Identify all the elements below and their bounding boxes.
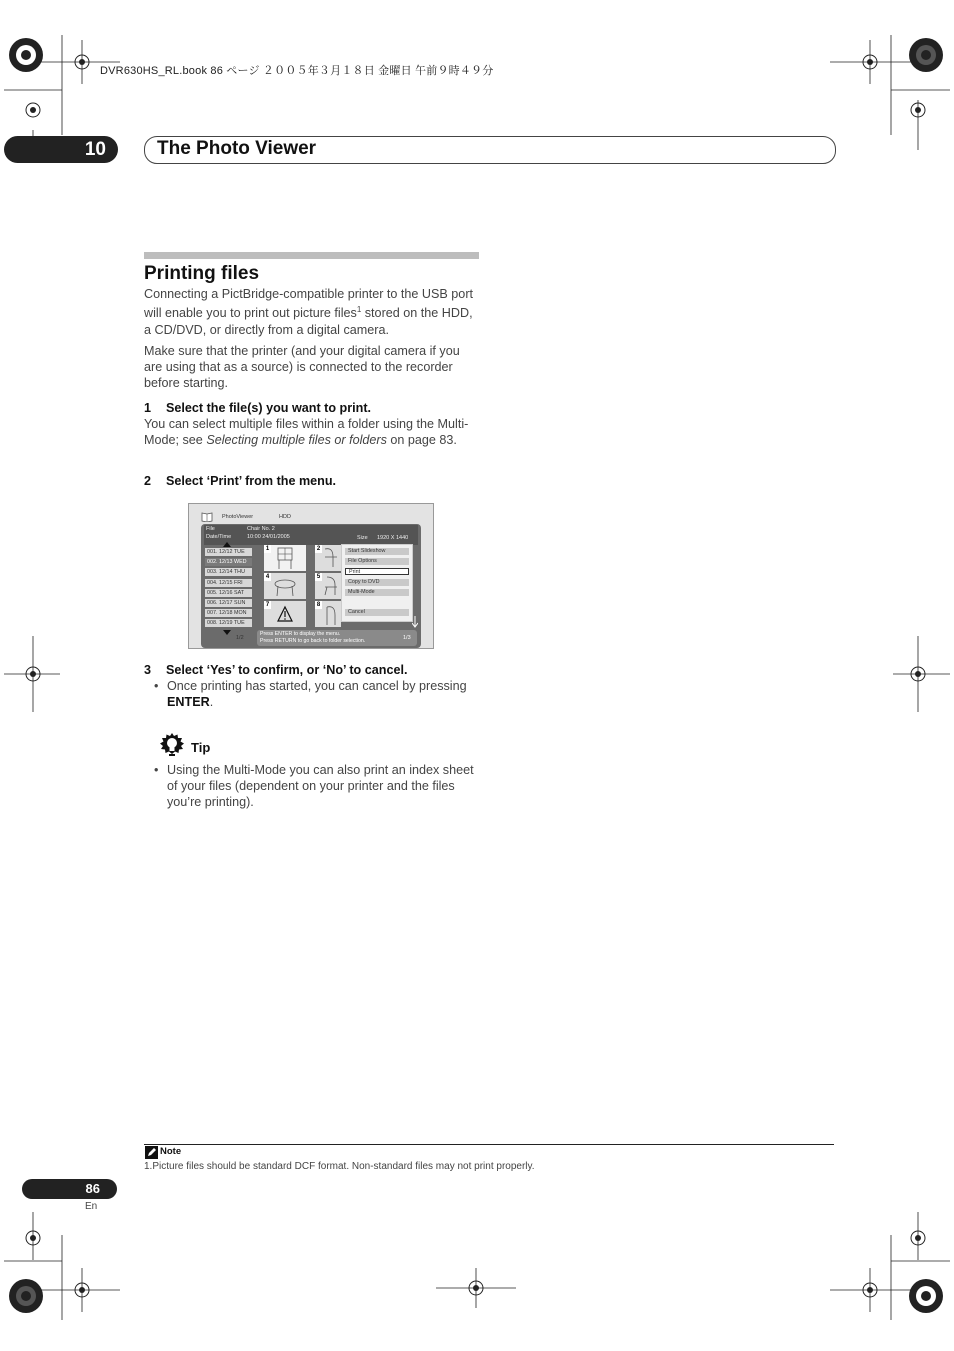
folder-item[interactable]: 007. 12/18 MON — [205, 609, 252, 617]
date-value: 10:00 24/01/2005 — [247, 534, 290, 540]
thumb-number: 8 — [316, 602, 321, 608]
tip-label: Tip — [191, 740, 211, 755]
step-2-heading — [144, 474, 480, 488]
bullet-text-a: Once printing has started, you can cancel by pressing — [167, 679, 467, 693]
tip-lightbulb-icon — [158, 732, 186, 758]
folder-item[interactable]: 003. 12/14 THU — [205, 568, 252, 576]
book-file-header: DVR630HS_RL.book 86 ページ ２００５年３月１８日 金曜日 午前９時４９分 — [100, 65, 494, 77]
bullet-icon: • — [154, 763, 159, 777]
intro-text-a: Connecting a PictBridge-compatible printer to the USB port will enable you to print out picture files — [144, 287, 474, 321]
step-number: 1 — [144, 401, 152, 415]
thumb-number: 2 — [316, 546, 321, 552]
section-title: Printing files — [144, 263, 260, 284]
footnote-text: 1.Picture files should be standard DCF format. Non-standard files may not print properly. — [144, 1161, 535, 1172]
chapter-number: 10 — [4, 136, 118, 163]
menu-item-start-slideshow[interactable]: Start Slideshow — [345, 548, 409, 555]
help-message-2: Press RETURN to go back to folder selection. — [260, 638, 366, 644]
file-label: File — [206, 526, 215, 532]
screen-source: HDD — [279, 514, 291, 520]
step-title: Select ‘Yes’ to confirm, or ‘No’ to cancel. — [166, 663, 408, 677]
chapter-title: The Photo Viewer — [157, 138, 317, 159]
up-arrow-icon — [223, 542, 231, 547]
thumb-number: 1 — [265, 546, 270, 552]
step-1-text-b: on page 83. — [386, 433, 457, 448]
note-pencil-icon — [145, 1146, 158, 1159]
menu-item-cancel[interactable]: Cancel — [345, 609, 409, 616]
step-number: 3 — [144, 663, 152, 677]
date-label: Date/Time — [206, 534, 232, 540]
section-divider — [144, 252, 479, 259]
step-title: Select ‘Print’ from the menu. — [166, 474, 337, 488]
intro-text-b: stored on the HDD, a CD/DVD, or directly from a digital camera. — [144, 306, 473, 337]
intro-paragraph-1 — [144, 286, 480, 338]
size-value: 1920 X 1440 — [377, 535, 409, 541]
file-action-menu — [341, 544, 413, 622]
menu-item-multi-mode[interactable]: Multi-Mode — [345, 589, 409, 596]
thumb-number: 7 — [265, 602, 270, 608]
folder-item[interactable]: 001. 12/12 TUE — [205, 548, 252, 556]
down-arrow-icon — [223, 630, 231, 635]
step-3-bullet — [154, 678, 480, 710]
bullet-icon: • — [154, 679, 159, 693]
cross-reference: Selecting multiple files or folders — [206, 433, 387, 448]
folder-item[interactable]: 008. 12/19 TUE — [205, 619, 252, 627]
intro-paragraph-2: Make sure that the printer (and your digital camera if you are using that as a source) is connected to the recorder before starting. — [144, 344, 460, 391]
thumb-number: 5 — [316, 574, 321, 580]
tip-bullet — [154, 762, 480, 811]
file-value: Chair No. 2 — [247, 526, 275, 532]
menu-item-print[interactable]: Print — [345, 568, 409, 575]
help-message-1: Press ENTER to display the menu. — [260, 631, 341, 637]
step-1-body — [144, 416, 480, 448]
thumb-number: 4 — [265, 574, 270, 580]
page-number: 86 — [22, 1179, 117, 1199]
step-3-heading — [144, 663, 480, 677]
folder-item[interactable]: 005. 12/16 SAT — [205, 589, 252, 597]
folder-item-selected[interactable]: 002. 12/13 WED — [205, 558, 252, 566]
folder-item[interactable]: 006. 12/17 SUN — [205, 599, 252, 607]
step-1-heading — [144, 401, 480, 415]
menu-item-copy-to-dvd[interactable]: Copy to DVD — [345, 579, 409, 586]
menu-item-file-options[interactable]: File Options — [345, 558, 409, 565]
note-divider — [144, 1144, 834, 1145]
screen-title: PhotoViewer — [222, 514, 254, 520]
bullet-text-b: . — [209, 695, 214, 710]
photo-viewer-screen — [188, 503, 434, 649]
folder-item[interactable]: 004. 12/15 FRI — [205, 579, 252, 587]
language-code: En — [85, 1201, 98, 1212]
book-icon — [201, 511, 213, 522]
size-label: Size — [357, 535, 368, 541]
step-1-text-a: You can select multiple files within a folder using the Multi-Mode; see — [144, 417, 469, 448]
folder-page-indicator: 1/2 — [236, 635, 244, 641]
thumb-page-indicator: 1/3 — [403, 635, 411, 641]
tip-text: Using the Multi-Mode you can also print an index sheet of your files (dependent on your printer and the files you’re printing). — [167, 763, 474, 810]
step-title: Select the file(s) you want to print. — [166, 401, 372, 415]
step-number: 2 — [144, 474, 152, 488]
footnote-ref: 1 — [356, 305, 362, 315]
scroll-down-arrow-icon — [412, 616, 418, 628]
note-label: Note — [160, 1146, 182, 1157]
enter-key: ENTER — [167, 695, 210, 710]
